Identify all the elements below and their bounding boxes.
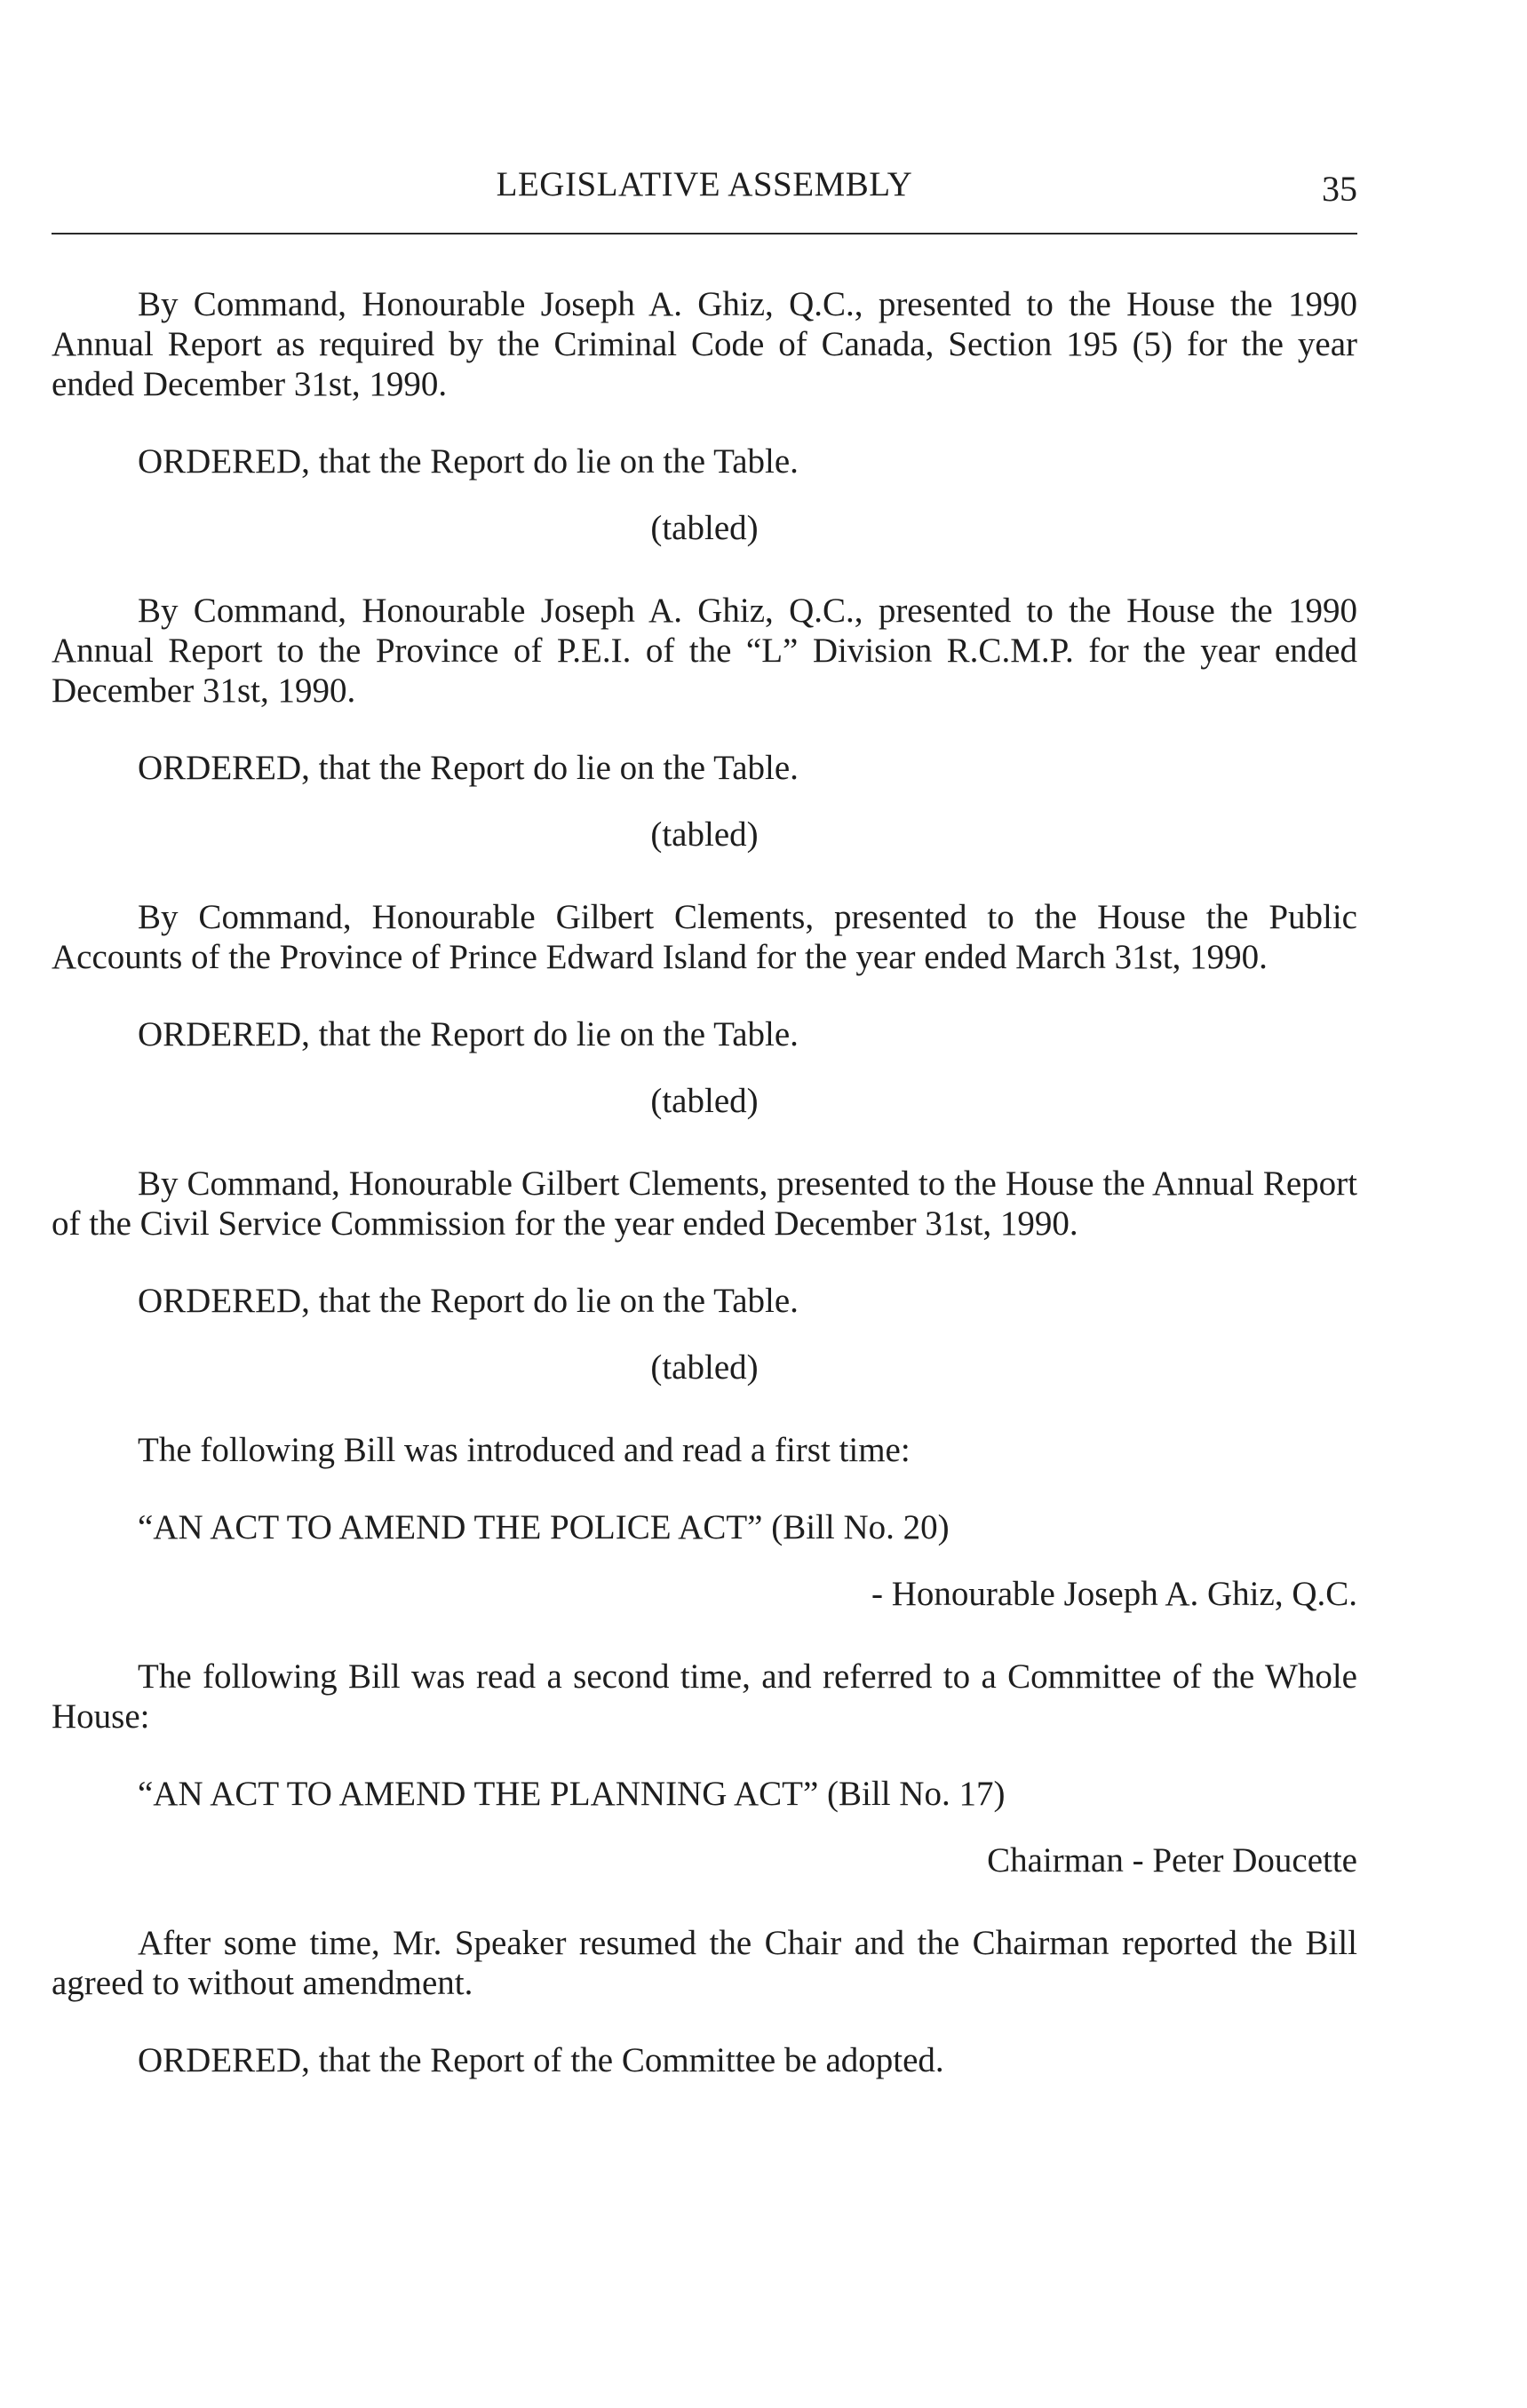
entry-ordered: ORDERED, that the Report do lie on the Table. bbox=[138, 442, 799, 481]
entry-status: (tabled) bbox=[650, 815, 759, 854]
journal-body bbox=[52, 284, 1357, 2080]
entry-paragraph: By Command, Honourable Gilbert Clements, presented to the House the Annual Report of the Civil Service Commission for the year ended December 31st, 1990. bbox=[52, 1164, 1357, 1243]
bill-sponsor: - Honourable Joseph A. Ghiz, Q.C. bbox=[871, 1575, 1357, 1613]
entry-paragraph: By Command, Honourable Gilbert Clements, presented to the House the Public Accounts of the Province of Prince Edward Island for the year ended March 31st, 1990. bbox=[52, 898, 1357, 976]
entry-ordered: ORDERED, that the Report do lie on the Table. bbox=[138, 1015, 799, 1053]
running-title: LEGISLATIVE ASSEMBLY bbox=[496, 165, 913, 203]
entry-status: (tabled) bbox=[650, 509, 759, 547]
bill-title: “AN ACT TO AMEND THE PLANNING ACT” (Bill No. 17) bbox=[138, 1775, 1006, 1813]
entry-status: (tabled) bbox=[650, 1082, 759, 1120]
document-page bbox=[52, 0, 1357, 2408]
bill-title: “AN ACT TO AMEND THE POLICE ACT” (Bill No. 20) bbox=[138, 1508, 950, 1546]
header-rule bbox=[52, 233, 1357, 234]
entry-paragraph: By Command, Honourable Joseph A. Ghiz, Q.C., presented to the House the 1990 Annual Report as required by the Criminal Code of Canada, Section 195 (5) for the year ended December 31st, 1990. bbox=[52, 285, 1357, 403]
entry-ordered: ORDERED, that the Report do lie on the Table. bbox=[138, 749, 799, 787]
committee-report: After some time, Mr. Speaker resumed the Chair and the Chairman reported the Bill agreed to without amendment. bbox=[52, 1924, 1357, 2002]
committee-ordered: ORDERED, that the Report of the Committee be adopted. bbox=[138, 2041, 944, 2079]
entry-paragraph: By Command, Honourable Joseph A. Ghiz, Q.C., presented to the House the 1990 Annual Report to the Province of P.E.I. of the “L” Division R.C.M.P. for the year ended December 31st, 1990. bbox=[52, 592, 1357, 710]
entry-status: (tabled) bbox=[650, 1348, 759, 1387]
second-reading-intro: The following Bill was read a second time, and referred to a Committee of the Whole House: bbox=[52, 1657, 1357, 1736]
page-header bbox=[52, 164, 1357, 214]
committee-chairman: Chairman - Peter Doucette bbox=[987, 1841, 1357, 1880]
page-number: 35 bbox=[1322, 169, 1357, 209]
first-reading-intro: The following Bill was introduced and read a first time: bbox=[138, 1431, 911, 1469]
entry-ordered: ORDERED, that the Report do lie on the Table. bbox=[138, 1282, 799, 1320]
